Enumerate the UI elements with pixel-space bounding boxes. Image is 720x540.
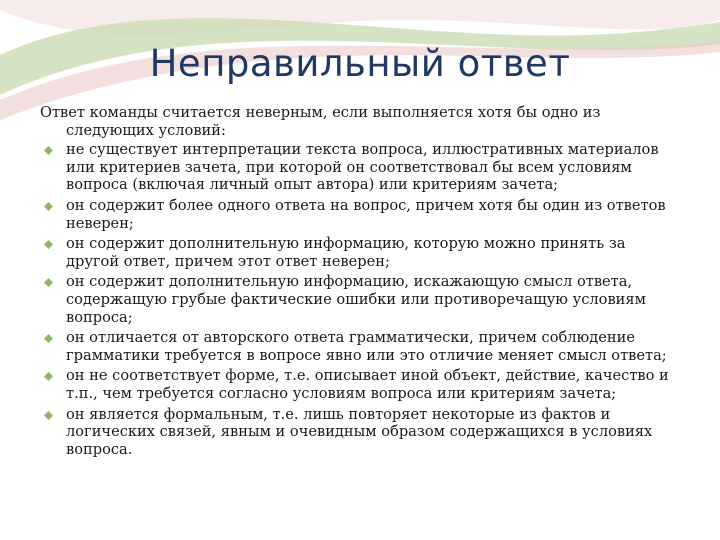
diamond-bullet-icon: [44, 202, 53, 211]
list-item: он содержит дополнительную информацию, искажающую смысл ответа, содержащую грубые фактические ошибки или противоречащую условиям вопроса;: [40, 273, 680, 326]
diamond-bullet-icon: [44, 240, 53, 249]
list-item: он содержит дополнительную информацию, которую можно принять за другой ответ, причем этот ответ неверен;: [40, 235, 680, 270]
slide-content: [40, 104, 680, 461]
diamond-bullet-icon: [44, 334, 53, 343]
list-item: не существует интерпретации текста вопроса, иллюстративных материалов или критериев зачета, при которой он соответствовал бы всем условиям вопроса (включая личный опыт автора) или критериям зачета;: [40, 141, 680, 194]
diamond-bullet-icon: [44, 411, 53, 420]
list-item: он не соответствует форме, т.е. описывает иной объект, действие, качество и т.п., чем требуется согласно условиям вопроса или критериям зачета;: [40, 367, 680, 402]
list-item: он является формальным, т.е. лишь повторяет некоторые из фактов и логических связей, явным и очевидным образом содержащихся в условиях вопроса.: [40, 406, 680, 459]
slide-title: Неправильный ответ: [149, 42, 571, 85]
intro-text: Ответ команды считается неверным, если выполняется хотя бы одно из следующих условий:: [40, 104, 601, 139]
diamond-bullet-icon: [44, 372, 53, 381]
list-item: он отличается от авторского ответа грамматически, причем соблюдение грамматики требуется в вопросе явно или это отличие меняет смысл ответа;: [40, 329, 680, 364]
diamond-bullet-icon: [44, 278, 53, 287]
diamond-bullet-icon: [44, 146, 53, 155]
list-item: он содержит более одного ответа на вопрос, причем хотя бы один из ответов неверен;: [40, 197, 680, 232]
criteria-list: [40, 141, 680, 458]
